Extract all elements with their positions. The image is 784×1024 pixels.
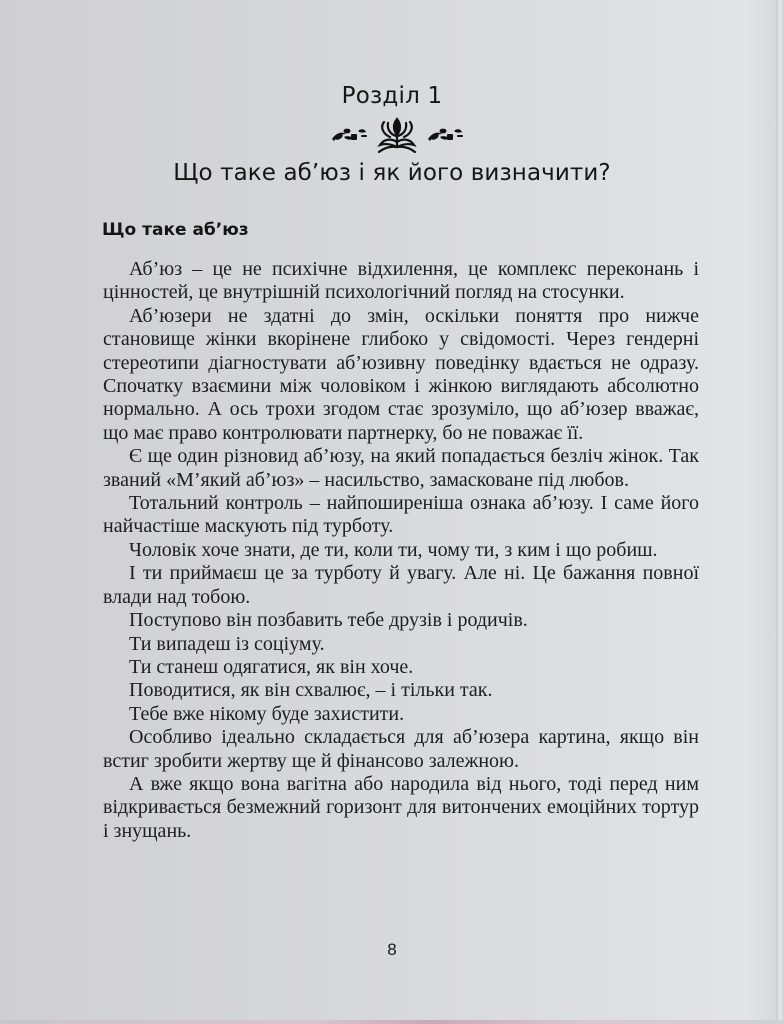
floral-ornament-icon <box>330 115 464 153</box>
paragraph: Чоловік хоче знати, де ти, коли ти, чому ти, з ким і що робиш. <box>129 538 658 561</box>
paragraph: І ти приймаєш це за турботу й увагу. Але ні. Це бажання повної влади над тобою. <box>103 562 699 608</box>
page-number: 8 <box>387 940 397 959</box>
paragraph: Ти станеш одягатися, як він хоче. <box>129 655 414 678</box>
paragraph: Тотальний контроль – найпоширеніша ознака аб’юзу. І саме його найчастіше маскують під турботу. <box>103 492 699 538</box>
chapter-title: Що таке аб’юз і як його визначити? <box>173 160 611 186</box>
section-heading: Що таке аб’юз <box>102 220 249 240</box>
paragraph: Є ще один різновид аб’юзу, на який попадається безліч жінок. Так званий «М’який аб’юз» – насильство, замасковане під любов. <box>103 445 699 491</box>
paragraph: Тебе вже нікому буде захистити. <box>129 702 405 725</box>
body-text <box>103 258 699 843</box>
chapter-label: Розділ 1 <box>341 83 443 109</box>
paragraph: Особливо ідеально складається для аб’юзера картина, якщо він встиг зробити жертву ще й фінансово залежною. <box>103 726 699 772</box>
paragraph: Поступово він позбавить тебе друзів і родичів. <box>129 609 528 632</box>
bottom-edge <box>0 1020 784 1024</box>
paragraph: А вже якщо вона вагітна або народила від нього, тоді перед ним відкривається безмежний горизонт для витончених емоційних тортур і знущань. <box>103 772 699 842</box>
paragraph: Аб’юз – це не психічне відхилення, це комплекс переконань і цінностей, це внутрішній психологічний погляд на стосунки. <box>103 258 699 304</box>
paragraph: Ти випадеш із соціуму. <box>129 632 325 655</box>
paragraph: Аб’юзери не здатні до змін, оскільки поняття про нижче становище жінки вкорінене глибоко у свідомості. Через гендерні стереотипи діагностувати аб’юзивну поведінку вдається не одразу. Спочатку взаємини між чоловіком і жінкою виглядають абсолютно нормально. А ось трохи згодом стає зрозуміло, що аб’юзер вважає, що має право контролювати партнерку, бо не поважає її. <box>103 304 699 444</box>
page-edge <box>776 0 784 1024</box>
paragraph: Поводитися, як він схвалює, – і тільки так. <box>129 679 493 702</box>
